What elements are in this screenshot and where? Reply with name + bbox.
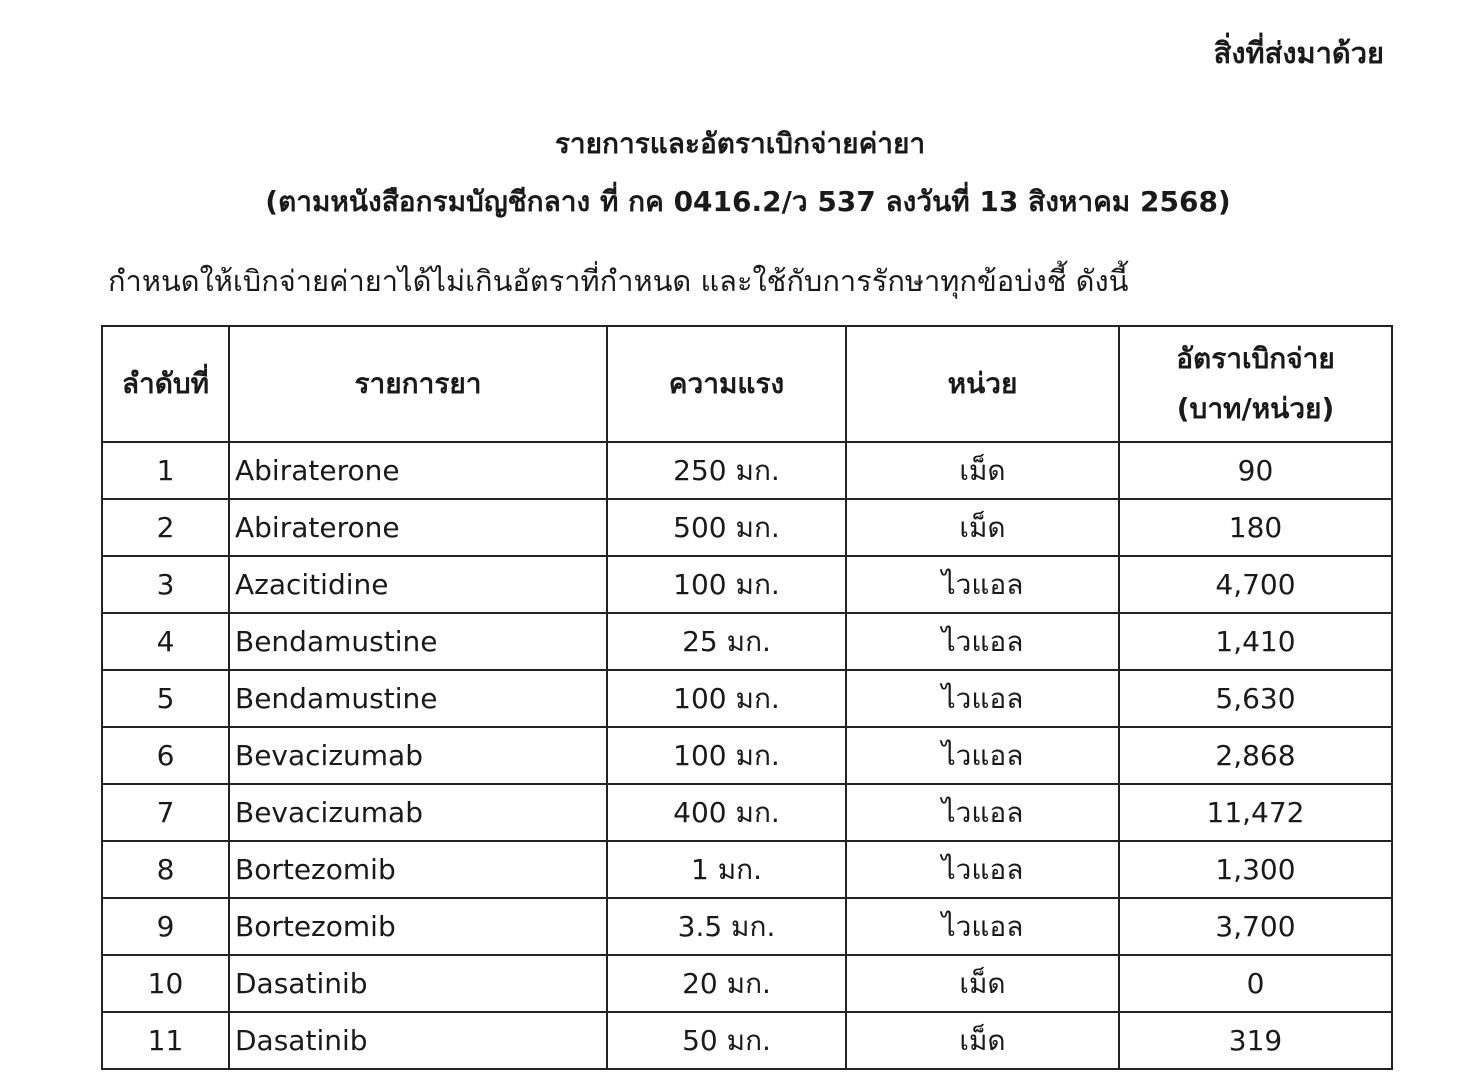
table-row: [102, 955, 1392, 1012]
cell-rate: 4,700: [1119, 556, 1392, 613]
cell-unit: เม็ด: [846, 442, 1119, 499]
cell-unit: ไวแอล: [846, 613, 1119, 670]
cell-drug: Bortezomib: [229, 841, 607, 898]
cell-unit: ไวแอล: [846, 841, 1119, 898]
header-drug: รายการยา: [229, 326, 607, 442]
cell-no: 7: [102, 784, 229, 841]
cell-unit: เม็ด: [846, 499, 1119, 556]
cell-strength: 3.5 มก.: [607, 898, 846, 955]
attachment-label: สิ่งที่ส่งมาด้วย: [1213, 36, 1384, 70]
header-no: ลำดับที่: [102, 326, 229, 442]
document-subtitle: (ตามหนังสือกรมบัญชีกลาง ที่ กค 0416.2/ว 537 ลงวันที่ 13 สิงหาคม 2568): [265, 185, 1231, 218]
cell-drug: Bortezomib: [229, 898, 607, 955]
header-rate-line1: อัตราเบิกจ่าย: [1176, 341, 1335, 375]
cell-rate: 1,300: [1119, 841, 1392, 898]
table-header-row: [102, 326, 1392, 442]
table-row: [102, 442, 1392, 499]
table-row: [102, 784, 1392, 841]
header-unit: หน่วย: [846, 326, 1119, 442]
table-row: [102, 841, 1392, 898]
cell-no: 8: [102, 841, 229, 898]
cell-drug: Azacitidine: [229, 556, 607, 613]
table-row: [102, 613, 1392, 670]
table-row: [102, 556, 1392, 613]
cell-rate: 11,472: [1119, 784, 1392, 841]
cell-drug: Dasatinib: [229, 1012, 607, 1069]
cell-rate: 90: [1119, 442, 1392, 499]
cell-no: 2: [102, 499, 229, 556]
cell-no: 1: [102, 442, 229, 499]
cell-strength: 400 มก.: [607, 784, 846, 841]
cell-drug: Bevacizumab: [229, 727, 607, 784]
document-title: รายการและอัตราเบิกจ่ายค่ายา: [554, 127, 926, 160]
table-row: [102, 898, 1392, 955]
cell-drug: Abiraterone: [229, 499, 607, 556]
cell-strength: 100 มก.: [607, 556, 846, 613]
cell-drug: Bendamustine: [229, 670, 607, 727]
cell-no: 10: [102, 955, 229, 1012]
cell-strength: 25 มก.: [607, 613, 846, 670]
cell-no: 4: [102, 613, 229, 670]
cell-rate: 319: [1119, 1012, 1392, 1069]
cell-strength: 250 มก.: [607, 442, 846, 499]
cell-strength: 100 มก.: [607, 727, 846, 784]
table-row: [102, 727, 1392, 784]
cell-strength: 1 มก.: [607, 841, 846, 898]
cell-no: 6: [102, 727, 229, 784]
cell-unit: ไวแอล: [846, 670, 1119, 727]
cell-no: 3: [102, 556, 229, 613]
cell-drug: Bendamustine: [229, 613, 607, 670]
cell-drug: Bevacizumab: [229, 784, 607, 841]
cell-drug: Abiraterone: [229, 442, 607, 499]
cell-no: 9: [102, 898, 229, 955]
cell-unit: ไวแอล: [846, 898, 1119, 955]
cell-no: 11: [102, 1012, 229, 1069]
cell-rate: 5,630: [1119, 670, 1392, 727]
table-row: [102, 1012, 1392, 1069]
cell-rate: 3,700: [1119, 898, 1392, 955]
cell-strength: 20 มก.: [607, 955, 846, 1012]
cell-unit: เม็ด: [846, 1012, 1119, 1069]
header-rate: [1119, 326, 1392, 442]
cell-no: 5: [102, 670, 229, 727]
cell-rate: 1,410: [1119, 613, 1392, 670]
intro-text: กำหนดให้เบิกจ่ายค่ายาได้ไม่เกินอัตราที่กำหนด และใช้กับการรักษาทุกข้อบ่งชี้ ดังนี้: [108, 264, 1129, 298]
cell-unit: ไวแอล: [846, 784, 1119, 841]
cell-rate: 2,868: [1119, 727, 1392, 784]
header-rate-line2: (บาท/หน่วย): [1176, 392, 1335, 425]
cell-unit: ไวแอล: [846, 727, 1119, 784]
cell-unit: เม็ด: [846, 955, 1119, 1012]
table-row: [102, 670, 1392, 727]
cell-strength: 50 มก.: [607, 1012, 846, 1069]
cell-unit: ไวแอล: [846, 556, 1119, 613]
cell-rate: 0: [1119, 955, 1392, 1012]
cell-rate: 180: [1119, 499, 1392, 556]
cell-strength: 100 มก.: [607, 670, 846, 727]
table-row: [102, 499, 1392, 556]
drug-rate-table: [101, 325, 1393, 1070]
cell-strength: 500 มก.: [607, 499, 846, 556]
cell-drug: Dasatinib: [229, 955, 607, 1012]
header-strength: ความแรง: [607, 326, 846, 442]
